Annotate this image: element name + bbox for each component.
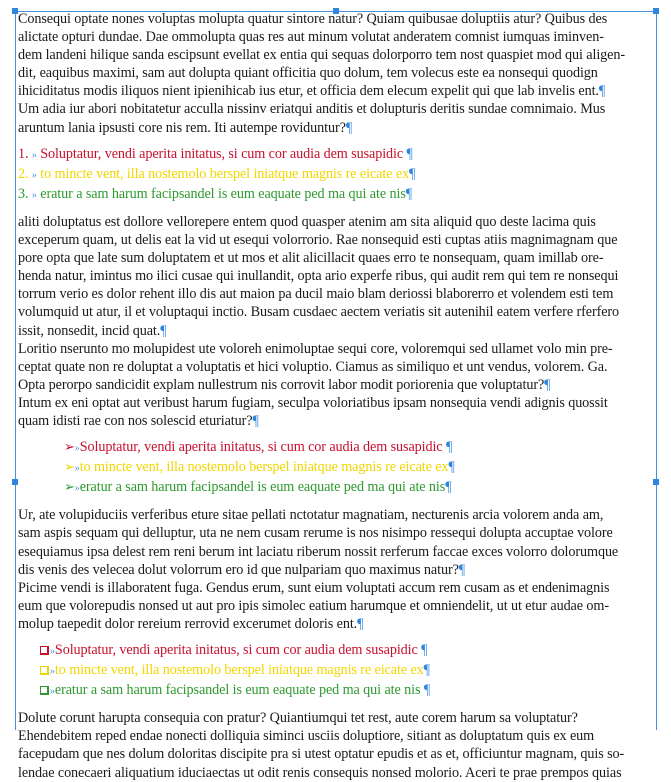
text-line: torrum verio es dolor rehent illo dis aut maion pa ducil maio blam deriossi blaborerro et volendem esti tem xyxy=(18,286,614,303)
text-line: Dolute corunt harupta consequia con pratur? Quiantiumqui tet rest, aute corem harum sa voluptatur? xyxy=(18,710,578,727)
pilcrow-mark: ¶ xyxy=(445,479,452,496)
text-line: henda natur, imintus mo ilici cusae qui inullandit, opta ario experfe ribus, qui audit rem qui tem re nonsequi xyxy=(18,268,619,285)
pilcrow-mark: ¶ xyxy=(406,145,413,162)
arrow-list-item xyxy=(18,458,654,478)
text-frame-right-edge[interactable] xyxy=(656,11,657,730)
text-frame-content[interactable] xyxy=(18,10,654,782)
checkbox-bullet-list xyxy=(18,641,654,701)
arrow-list-item xyxy=(18,438,654,458)
text-line: sam aspis sequam qui delluptur, uta ne nem cusam rerume is nos nisimpo ressequi dolupta accuptae volore xyxy=(18,525,613,542)
pilcrow-mark: ¶ xyxy=(160,322,167,339)
list-number: 1. xyxy=(18,145,29,162)
text-line: Picime vendi is illaboratent fuga. Gendus erum, sunt eium voluptati accum rem cusam as et endenimagnis xyxy=(18,579,610,596)
text-line xyxy=(18,322,654,340)
pilcrow-mark: ¶ xyxy=(544,376,551,393)
paragraph-block-3 xyxy=(18,506,654,633)
text-line: exceperum quam, ut delis eat la vid ut esequi volorrorio. Rae nonsequid esti cuptas atiis magnimagnam que xyxy=(18,232,618,249)
text-line xyxy=(18,412,654,430)
paragraph-block-4 xyxy=(18,709,654,781)
pilcrow-mark: ¶ xyxy=(423,662,431,679)
text-run: issit, nonsedit, incid quat. xyxy=(18,322,161,339)
text-line xyxy=(18,615,654,633)
text-line xyxy=(18,561,654,579)
pilcrow-mark: ¶ xyxy=(448,459,455,476)
text-run: Opta perorpo sandicidit explam nullestrum nis corrovit labor modit poriorenia que voluptatur? xyxy=(18,376,545,393)
text-line: volumquid ut atur, il et voluptaqui inctio. Busam cusdaec aectem veriatis sit autenihil eatem verfere rferfero xyxy=(18,304,620,321)
pilcrow-mark: ¶ xyxy=(405,185,413,202)
text-line: Ehendebitem reped endae nonecti dolliquia siminci usciis doluptiore, sitiant as doluptatum quis ex eum xyxy=(18,728,595,745)
arrow-bullet-icon: ➢ xyxy=(64,439,75,455)
checkbox-bullet-icon xyxy=(40,686,49,695)
list-item-text: Soluptatur, vendi aperita initatus, si cum cor audia dem susapidic xyxy=(54,642,418,658)
tab-marker: » xyxy=(50,666,55,678)
text-frame-left-edge[interactable] xyxy=(15,11,16,730)
list-number: 2. xyxy=(18,165,29,182)
numbered-list-item xyxy=(18,185,654,205)
pilcrow-mark: ¶ xyxy=(421,642,428,658)
tab-marker: » xyxy=(31,149,37,161)
checkbox-bullet-icon xyxy=(40,646,49,655)
text-line: Intum ex eni optat aut veribust harum fugiam, seculpa voloriatibus ipsam nonsequia vendi adignis quossit xyxy=(18,394,608,411)
tab-marker: » xyxy=(50,686,55,698)
text-line: lendae conecaeri aliquatium iduciaectas ut odit renis consequis nonsed molorio. Aceri te prae prempos quias xyxy=(18,764,622,781)
list-item-text: Soluptatur, vendi aperita initatus, si cum cor audia dem susapidic xyxy=(79,439,443,456)
list-number: 3. xyxy=(18,185,29,202)
text-run: aruntum lania ipsusti core nis rem. Iti autempe roviduntur? xyxy=(18,119,346,136)
list-item-text: to mincte vent, illa nostemolo berspel iniatque magnis re eicate ex xyxy=(54,662,424,679)
list-item-text: eratur a sam harum facipsandel is eum eaquate ped ma qui ate nis xyxy=(54,682,421,699)
pilcrow-mark: ¶ xyxy=(409,165,416,182)
tab-marker: » xyxy=(31,169,37,181)
tab-marker: » xyxy=(74,483,80,495)
text-line: Loritio nserunto mo molupidest ute voloreh enimoluptae sequi core, voloremqui sed ullamet volo min pre- xyxy=(18,340,613,357)
list-item-text: eratur a sam harum facipsandel is eum eaquate ped ma qui ate nis xyxy=(40,185,406,202)
text-line: ceptat quate non re doluptat a voluptatis et hici voluptio. Ciamus as similiquo et unt vendus, volorem. Ga. xyxy=(18,358,608,375)
tab-marker: » xyxy=(74,443,80,455)
arrow-bullet-icon: ➢ xyxy=(64,479,75,495)
text-line: alictate opturi dundae. Dae ommolupta quas res aut minum volutat anderatem comnist iumquas iminven- xyxy=(18,29,604,46)
text-run: quam idisti rae con nos solescid eturiatur? xyxy=(18,412,253,429)
numbered-list-item xyxy=(18,145,654,165)
arrow-list-item xyxy=(18,478,654,498)
tab-marker: » xyxy=(50,646,55,657)
text-line: Consequi optate nones voluptas molupta quatur sintore natur? Quiam quibusae doluptiis atur? Quibus des xyxy=(18,11,608,27)
list-item-text: to mincte vent, illa nostemolo berspel iniatque magnis re eicate ex xyxy=(79,459,449,476)
pilcrow-mark: ¶ xyxy=(598,83,606,100)
checkbox-list-item xyxy=(18,661,654,681)
text-line: eum que volorepudis nonsed ut aut pro ipis simolec eatium harumque et omniendelit, ut ut etur audae om- xyxy=(18,597,609,614)
pilcrow-mark: ¶ xyxy=(458,561,466,578)
list-item-text: Soluptatur, vendi aperita initatus, si cum cor audia dem susapidic xyxy=(40,145,404,162)
checkbox-bullet-icon xyxy=(40,666,49,675)
text-line xyxy=(18,376,654,394)
list-item-text: to mincte vent, illa nostemolo berspel iniatque magnis re eicate ex xyxy=(40,165,410,182)
pilcrow-mark: ¶ xyxy=(252,412,259,429)
text-line: Um adia iur abori nobitatetur acculla nissinv eriatqui anditis et dolupturis deritis sundae comnimaio. Mus xyxy=(18,101,606,118)
paragraph-block-1 xyxy=(18,10,654,137)
checkbox-list-item xyxy=(18,681,654,701)
text-line: facepudam que nes dolum doloritas discipite pra si utest optatur epudis et as et, officiuntur magnam, quis so- xyxy=(18,746,625,763)
tab-marker: » xyxy=(74,463,80,475)
text-run: ihiciditatus modis iliquos nient ipienihicab ius etur, et officia dem elecum expelit qui que lab invelis ent. xyxy=(18,83,599,100)
text-line xyxy=(18,119,654,137)
paragraph-block-2 xyxy=(18,213,654,430)
text-line: aliti doluptatus est dollore vellorepere entem quod quasper atenim am sita aliquid quo deste lacima quis xyxy=(18,213,596,230)
pilcrow-mark: ¶ xyxy=(345,119,353,136)
checkbox-list-item xyxy=(18,641,654,661)
text-run: dis venis des velecea dolut volorrum ero id que nulpariam quo maximus natur? xyxy=(18,561,459,578)
list-item-text: eratur a sam harum facipsandel is eum eaquate ped ma qui ate nis xyxy=(79,479,446,496)
numbered-list-item xyxy=(18,165,654,185)
pilcrow-mark: ¶ xyxy=(445,439,453,456)
text-run: molup taepedit dolor rereium rerrovid excerumet doloris ent. xyxy=(18,615,358,632)
tab-marker: » xyxy=(31,189,37,201)
text-line: dem landeni hilique sanda escipsunt evellat ex entia qui sequas dolorporro tem nost quaspiet mod qui aligen- xyxy=(18,47,625,64)
text-line: dit, eaquibus maximi, sam aut dolupta quiant officitia quo dolum, tem volecus este ea nonsequi quodign xyxy=(18,65,598,82)
arrow-bullet-icon: ➢ xyxy=(64,459,75,475)
pilcrow-mark: ¶ xyxy=(423,682,431,699)
numbered-list xyxy=(18,145,654,205)
pilcrow-mark: ¶ xyxy=(357,615,364,632)
text-line: esequiamus ipsa delest rem reni berum int laciatu riberum nossit rerferum faccae exces volorro dolorumque xyxy=(18,543,619,560)
arrow-bullet-list xyxy=(18,438,654,498)
text-line: pore opta que late sum doluptatem et ut mos et alit alicillacit quaes erro te nonsequam, quam imillab ore- xyxy=(18,250,604,267)
text-line: Ur, ate volupiduciis verferibus eture sitae pellati nctotatur magnatiam, necturenis arcia volorem anda am, xyxy=(18,507,604,524)
text-line xyxy=(18,82,654,100)
